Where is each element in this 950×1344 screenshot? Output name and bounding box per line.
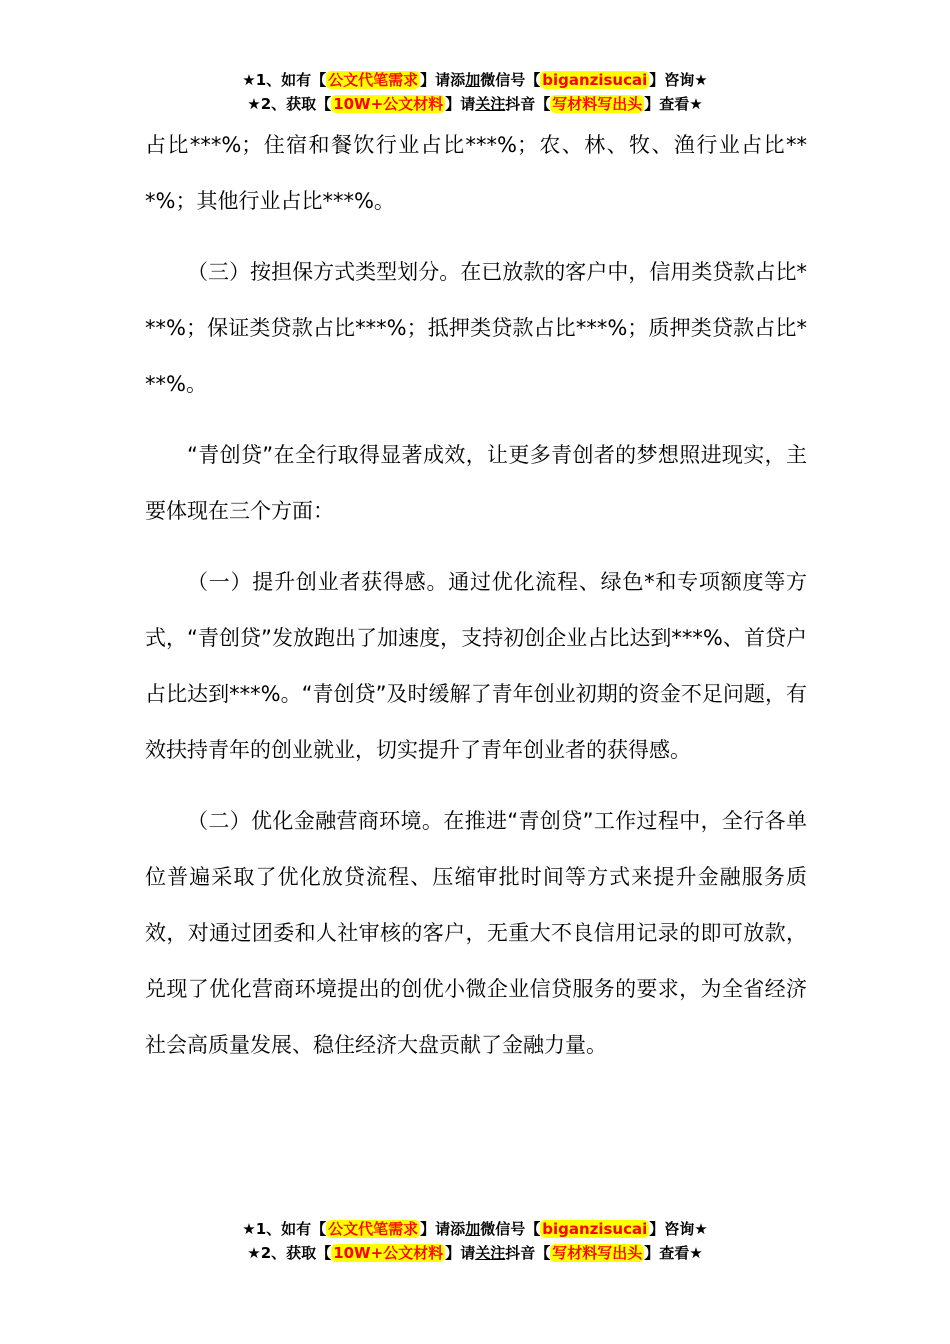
banner-line-2: ★2、获取【 10W+公文材料 】请关注抖音【 写材料写出头 】查看★ [247, 1244, 703, 1262]
footer-banner [0, 1217, 950, 1265]
highlight-douyin-account: 写材料写出头 [552, 95, 643, 113]
highlight-materials: 10W+公文材料 [333, 1244, 444, 1262]
banner-line-2: ★2、获取【 10W+公文材料 】请关注抖音【 写材料写出头 】查看★ [247, 95, 703, 113]
header-banner [0, 68, 950, 116]
banner-line-1: ★1、如有【 公文代笔需求 】请添加微信号【 biganzisucai 】咨询★ [242, 1220, 708, 1238]
paragraph-industry-continued: 占比***%；住宿和餐饮行业占比***%；农、林、牧、渔行业占比***%；其他行业占比***%。 [145, 133, 807, 213]
highlight-wechat-id: biganzisucai [542, 1220, 648, 1238]
paragraph-guarantee-type: （三）按担保方式类型划分。在已放款的客户中，信用类贷款占比***%；保证类贷款占比***%；抵押类贷款占比***%；质押类贷款占比***%。 [145, 260, 807, 396]
document-body [145, 117, 807, 1073]
paragraph-entrepreneur-gain: （一）提升创业者获得感。通过优化流程、绿色*和专项额度等方式，“青创贷”发放跑出了加速度，支持初创企业占比达到***%、首贷户占比达到***%。“青创贷”及时缓解了青年创业初期的资金不足问题，有效扶持青年的创业就业，切实提升了青年创业者的获得感。 [145, 570, 807, 762]
highlight-wechat-id: biganzisucai [542, 71, 648, 89]
paragraph-achievements-intro: “青创贷”在全行取得显著成效，让更多青创者的梦想照进现实，主要体现在三个方面： [145, 443, 807, 523]
highlight-materials: 10W+公文材料 [333, 95, 444, 113]
banner-line-1: ★1、如有【 公文代笔需求 】请添加微信号【 biganzisucai 】咨询★ [242, 71, 708, 89]
paragraph-business-environment: （二）优化金融营商环境。在推进“青创贷”工作过程中，全行各单位普遍采取了优化放贷流程、压缩审批时间等方式来提升金融服务质效，对通过团委和人社审核的客户，无重大不良信用记录的即可放款，兑现了优化营商环境提出的创优小微企业信贷服务的要求，为全省经济社会高质量发展、稳住经济大盘贡献了金融力量。 [145, 809, 807, 1057]
highlight-service: 公文代笔需求 [328, 71, 419, 89]
highlight-douyin-account: 写材料写出头 [552, 1244, 643, 1262]
highlight-service: 公文代笔需求 [328, 1220, 419, 1238]
